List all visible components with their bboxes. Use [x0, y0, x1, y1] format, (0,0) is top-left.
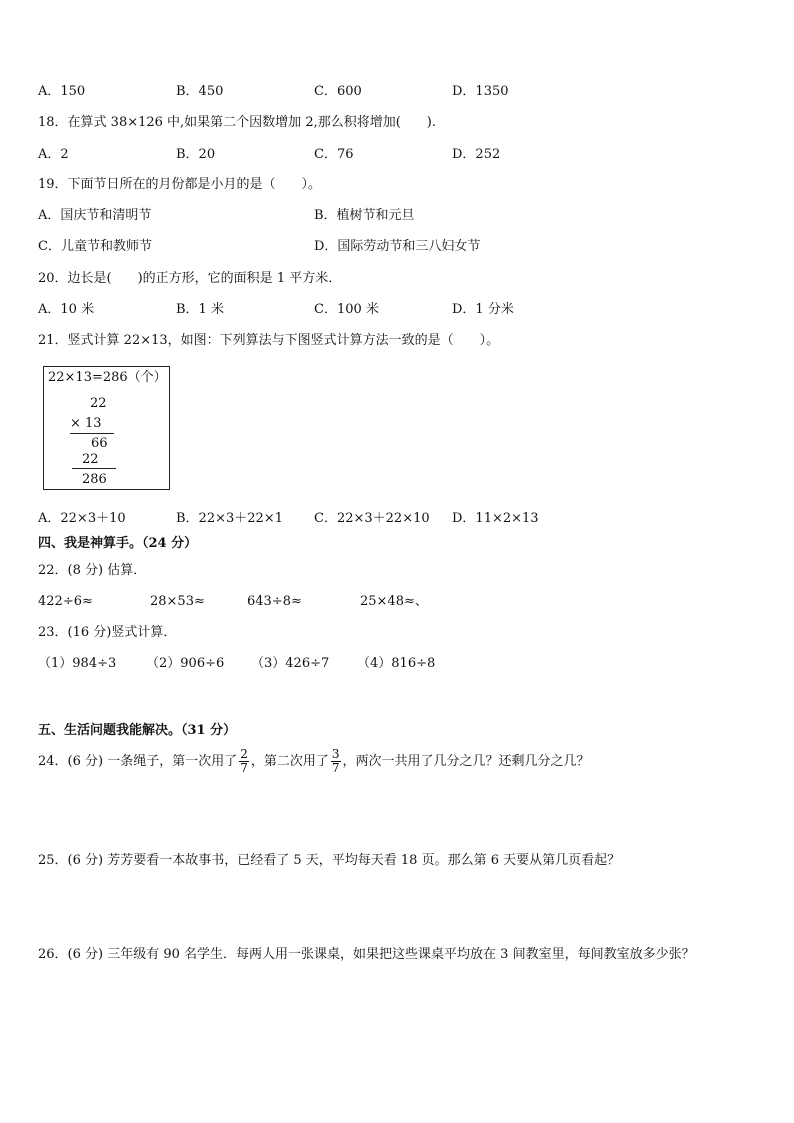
- q17-option-c: C．600: [314, 84, 362, 99]
- q22-item-2: 28×53≈: [150, 594, 205, 609]
- q19-option-d: D．国际劳动节和三八妇女节: [314, 239, 481, 254]
- figure-partial-2: 22: [82, 452, 99, 467]
- vertical-multiplication-figure: [43, 366, 170, 490]
- q20-question: 20．边长是( )的正方形，它的面积是 1 平方米．: [38, 271, 342, 286]
- q20-option-c: C．100 米: [314, 302, 379, 317]
- fraction-2-numerator: 3: [331, 747, 340, 761]
- figure-header: 22×13=286（个）: [48, 370, 167, 385]
- q18-option-d: D．252: [452, 147, 501, 162]
- q24-text-part-3: ，两次一共用了几分之几？还剩几分之几？: [342, 754, 590, 769]
- fraction-two-sevenths: [239, 748, 249, 775]
- q24-question: [38, 747, 590, 777]
- figure-multiplier: × 13: [70, 416, 102, 431]
- fraction-three-sevenths: [331, 748, 341, 775]
- q23-item-3: （3）426÷7: [251, 656, 330, 671]
- q26-question: 26．(6 分) 三年级有 90 名学生．每两人用一张课桌，如果把这些课桌平均放在 3 间教室里，每间教室放多少张？: [38, 947, 695, 962]
- q22-item-3: 643÷8≈: [247, 594, 302, 609]
- q21-question: 21．竖式计算 22×13，如图：下列算法与下图竖式计算方法一致的是（ ）。: [38, 333, 500, 348]
- q20-option-a: A．10 米: [38, 302, 95, 317]
- q18-option-b: B．20: [176, 147, 216, 162]
- q17-option-d: D．1350: [452, 84, 509, 99]
- q19-option-c: C．儿童节和教师节: [38, 239, 152, 254]
- q23-item-1: （1）984÷3: [38, 656, 117, 671]
- q19-question: 19．下面节日所在的月份都是小月的是（ ）。: [38, 177, 322, 192]
- fraction-1-numerator: 2: [240, 747, 248, 761]
- figure-rule-2: [72, 468, 116, 469]
- q21-option-a: A．22×3＋10: [38, 511, 126, 526]
- q21-option-c: C．22×3＋22×10: [314, 511, 430, 526]
- section-5-title: 五、生活问题我能解决。（31 分）: [38, 723, 237, 738]
- q17-option-b: B．450: [176, 84, 224, 99]
- q23-item-4: （4）816÷8: [357, 656, 436, 671]
- q18-option-c: C．76: [314, 147, 354, 162]
- q20-option-d: D．1 分米: [452, 302, 514, 317]
- q21-option-d: D．11×2×13: [452, 511, 539, 526]
- q21-option-b: B．22×3＋22×1: [176, 511, 283, 526]
- q19-option-a: A．国庆节和清明节: [38, 208, 152, 223]
- q17-option-a: A．150: [38, 84, 86, 99]
- q24-text-part-1: 24．(6 分) 一条绳子，第一次用了: [38, 754, 238, 769]
- q18-option-a: A．2: [38, 147, 69, 162]
- q23-question: 23．(16 分)竖式计算．: [38, 625, 177, 640]
- q25-question: 25．(6 分) 芳芳要看一本故事书，已经看了 5 天，平均每天看 18 页。那么第 6 天要从第几页看起？: [38, 853, 621, 868]
- figure-rule-1: [70, 433, 114, 434]
- q22-question: 22．(8 分) 估算．: [38, 563, 147, 578]
- fraction-1-denominator: 7: [240, 761, 248, 775]
- section-4-title: 四、我是神算手。（24 分）: [38, 536, 198, 551]
- q23-item-2: （2）906÷6: [146, 656, 225, 671]
- q22-item-1: 422÷6≈: [38, 594, 93, 609]
- fraction-2-denominator: 7: [331, 761, 340, 775]
- figure-result: 286: [82, 472, 107, 487]
- q24-text-part-2: ，第二次用了: [250, 754, 329, 769]
- q20-option-b: B．1 米: [176, 302, 224, 317]
- q18-question: 18．在算式 38×126 中,如果第二个因数增加 2,那么积将增加( ).: [38, 115, 436, 130]
- q22-item-4: 25×48≈、: [360, 594, 428, 609]
- q19-option-b: B．植树节和元旦: [314, 208, 415, 223]
- figure-multiplicand: 22: [90, 396, 107, 411]
- figure-partial-1: 66: [91, 436, 108, 451]
